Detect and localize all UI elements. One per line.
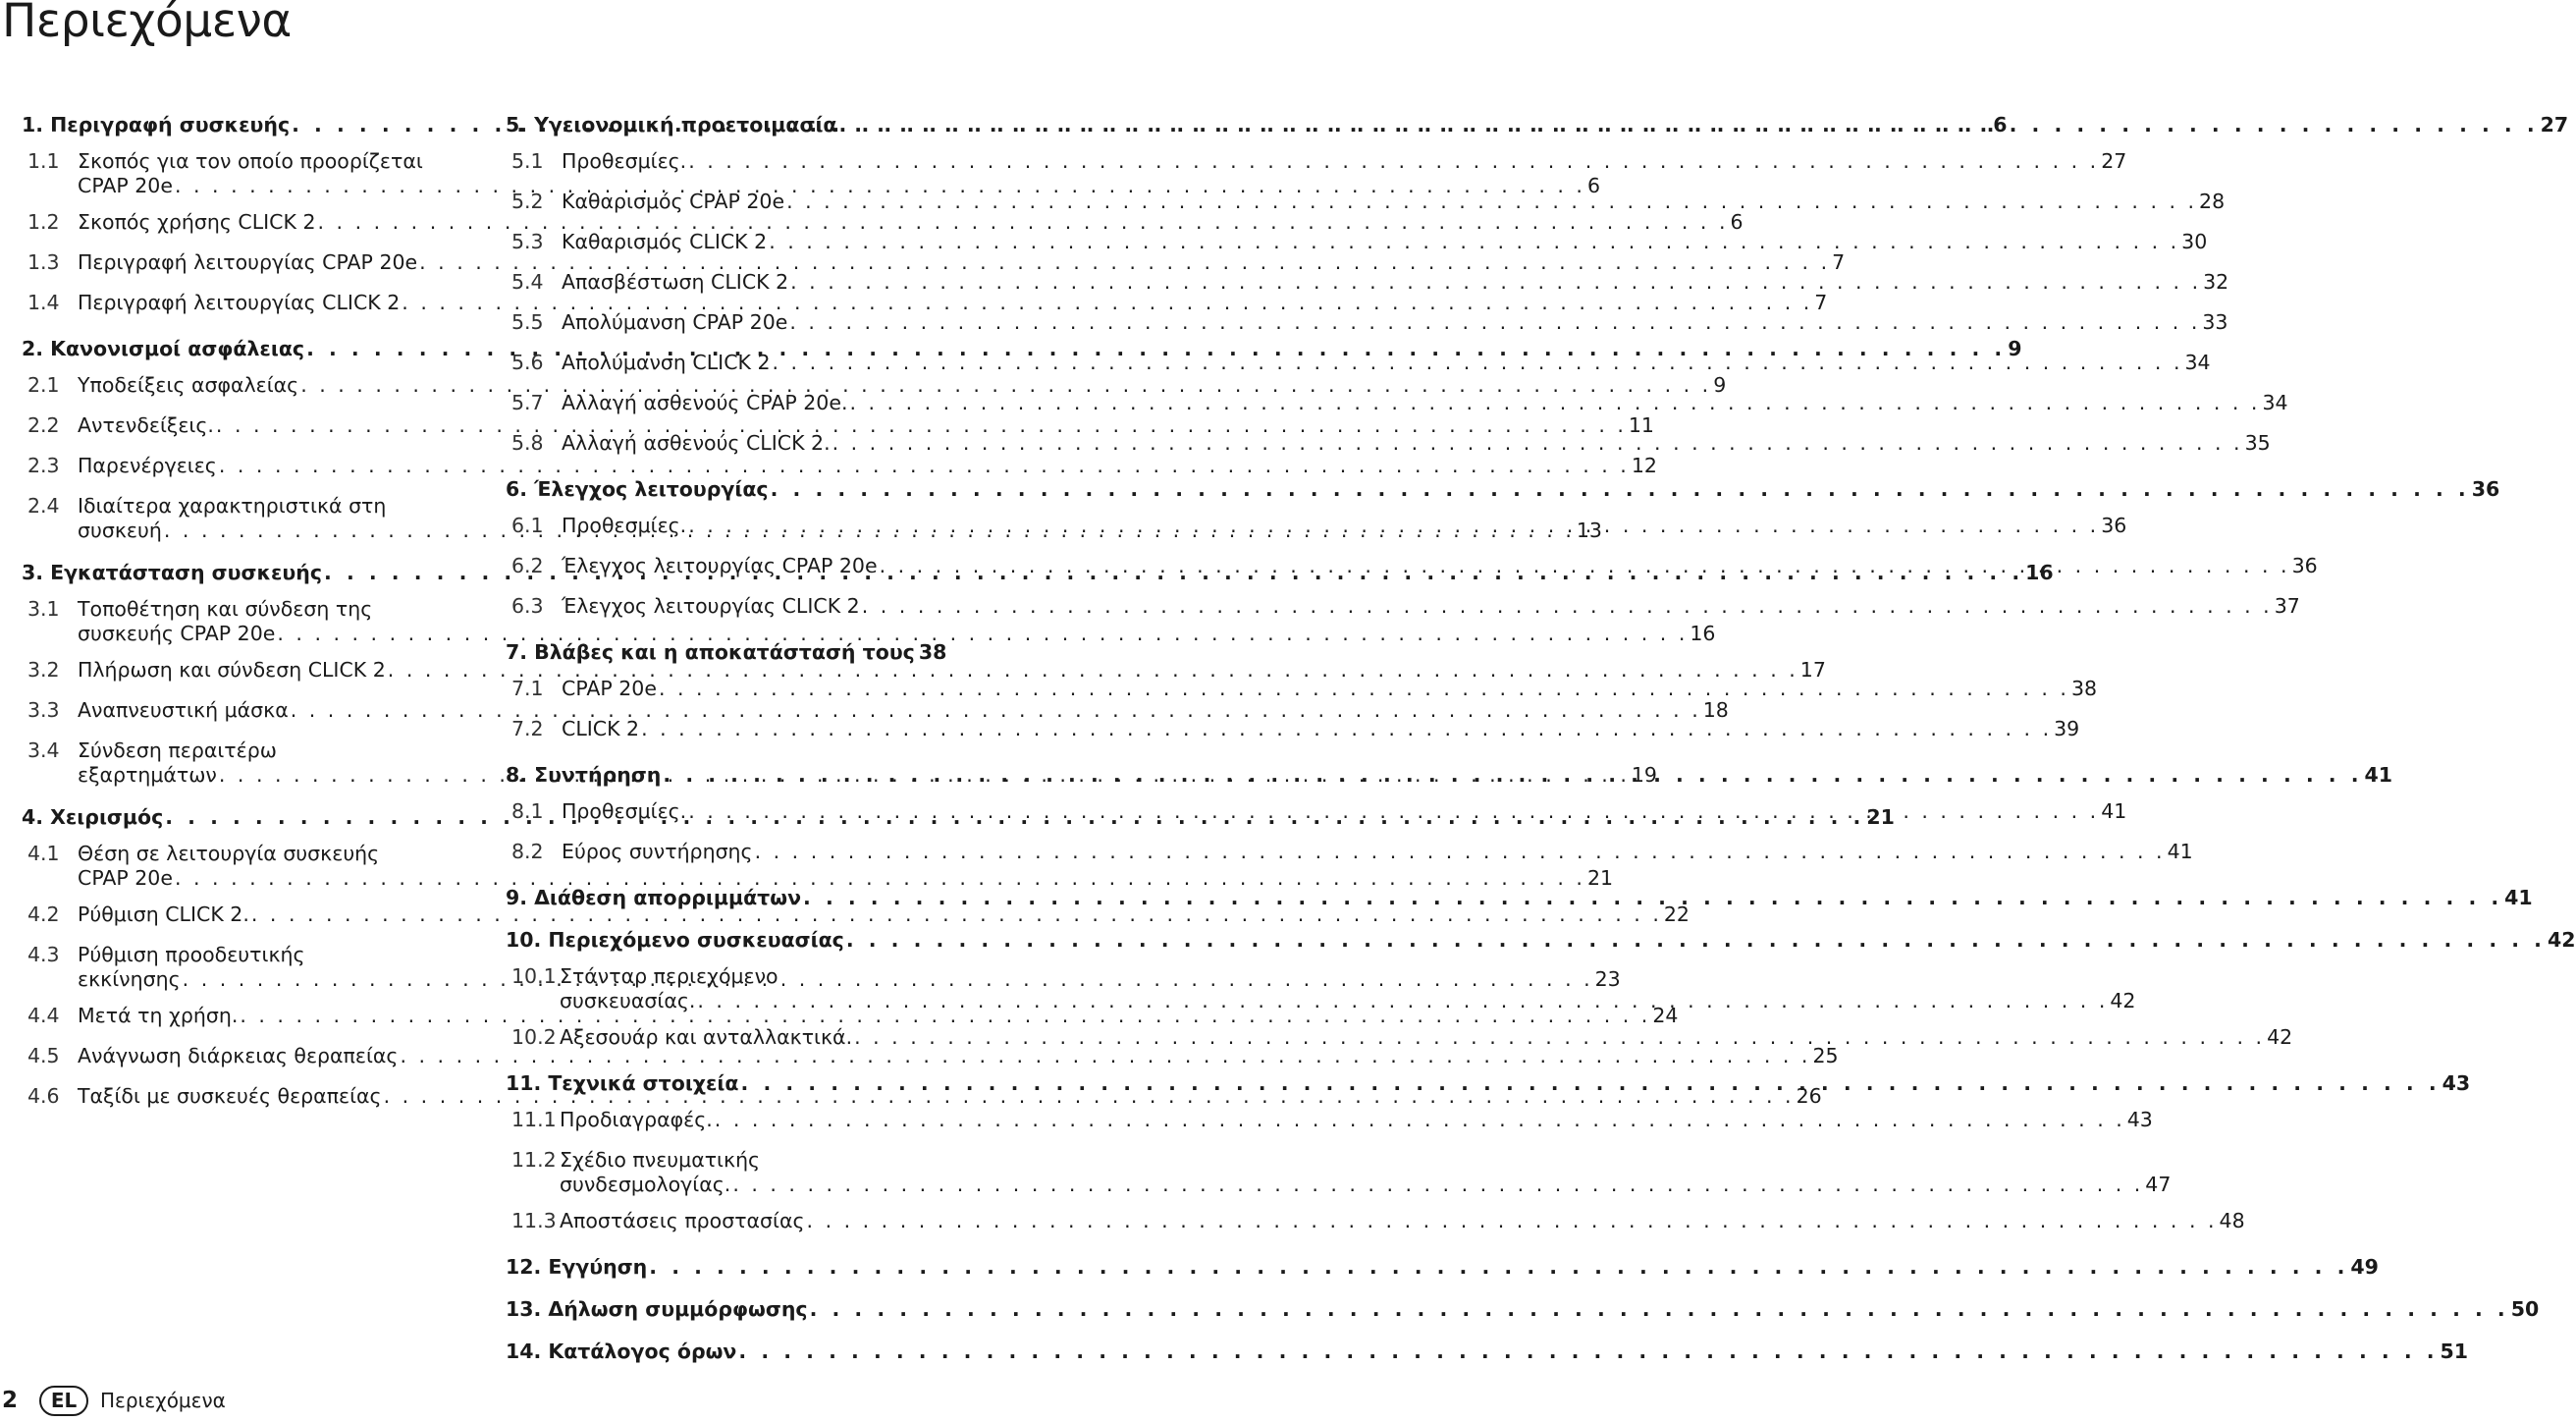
toc-chapter-entry[interactable] xyxy=(506,635,947,669)
dot-leader xyxy=(854,1025,2265,1050)
toc-entry-number: 11. xyxy=(506,1071,542,1095)
toc-chapter-entry[interactable] xyxy=(506,1250,2379,1284)
toc-entry-title: Βλάβες και η αποκατάστασή τους xyxy=(534,640,915,664)
dot-leader xyxy=(807,1209,2218,1233)
toc-page-number: 43 xyxy=(2126,1108,2153,1131)
toc-page-number: 27 xyxy=(2540,113,2569,137)
toc-page-number: 43 xyxy=(2442,1071,2471,1095)
toc-entry-title: Κανονισμοί ασφάλειας xyxy=(50,337,305,360)
dot-leader xyxy=(839,112,2539,137)
toc-entry-number: 6.1 xyxy=(511,514,544,537)
toc-page-number: 9 xyxy=(1713,373,1727,397)
toc-page-number: 36 xyxy=(2101,514,2127,537)
toc-page-number: 50 xyxy=(2510,1297,2540,1321)
dot-leader xyxy=(849,391,2260,415)
dot-leader xyxy=(771,476,2470,502)
toc-entry-number: 1.3 xyxy=(27,250,60,274)
toc-page-number: 35 xyxy=(2244,431,2271,455)
toc-entry-number: 2.3 xyxy=(27,454,60,477)
toc-section-entry[interactable] xyxy=(506,262,2229,302)
dot-leader xyxy=(832,431,2243,456)
toc-entry-title: συσκευασίας. xyxy=(560,989,696,1012)
toc-entry-title: CPAP 20e xyxy=(562,677,657,700)
dot-leader xyxy=(790,270,2201,295)
toc-entry-title: συνδεσμολογίας. xyxy=(560,1173,731,1196)
toc-entry-number: 10.2 xyxy=(511,1025,557,1049)
toc-entry-title: Χειρισμός xyxy=(50,805,164,829)
toc-entry-title: Αλλαγή ασθενούς CLICK 2. xyxy=(562,431,831,455)
toc-entry-number: 10.1 xyxy=(511,964,557,988)
toc-entry-number: 8. xyxy=(506,763,528,787)
toc-entry-number: 10. xyxy=(506,928,542,952)
toc-page-number: 23 xyxy=(1594,967,1621,991)
toc-entry-title: Περιεχόμενο συσκευασίας xyxy=(548,928,844,952)
dot-leader xyxy=(862,594,2273,619)
toc-section-entry[interactable] xyxy=(506,383,2288,423)
toc-page-number: 26 xyxy=(1796,1084,1822,1108)
toc-page-number: 7 xyxy=(1832,250,1846,274)
toc-entry-title: Ανάγνωση διάρκειας θεραπείας xyxy=(78,1044,399,1067)
toc-page-number: 38 xyxy=(2070,677,2098,700)
dot-leader xyxy=(769,230,2179,254)
page-number: 2 xyxy=(2,1388,19,1413)
toc-page-number: 47 xyxy=(2145,1173,2172,1196)
dot-leader xyxy=(789,310,2200,335)
dot-leader xyxy=(688,149,2099,174)
toc-section-entry[interactable] xyxy=(506,1100,2153,1140)
dot-leader xyxy=(755,840,2166,864)
toc-page-number: 21 xyxy=(1586,866,1614,890)
toc-entry-title: Ρύθμιση CLICK 2. xyxy=(78,902,249,926)
toc-entry-title: Προθεσμίες. xyxy=(562,149,687,173)
dot-leader xyxy=(803,885,2502,910)
toc-entry-title: Ταξίδι με συσκευές θεραπείας xyxy=(78,1084,382,1108)
toc-entry-title: εκκίνησης xyxy=(78,967,181,991)
toc-entry-title: συσκευής CPAP 20e xyxy=(78,622,276,645)
toc-entry-title: Αποστάσεις προστασίας xyxy=(560,1209,805,1232)
toc-entry-title: εξαρτημάτων xyxy=(78,763,217,787)
toc-page-number: 28 xyxy=(2199,190,2226,213)
toc-entry-title: Στάνταρ περιεχόμενο xyxy=(560,964,778,988)
toc-entry-number: 2. xyxy=(22,337,44,360)
dot-leader xyxy=(277,622,1688,646)
toc-entry-title: CPAP 20e xyxy=(78,174,173,197)
toc-entry-title: Περιγραφή συσκευής xyxy=(50,113,291,137)
dot-leader xyxy=(688,799,2099,824)
toc-section-entry[interactable] xyxy=(506,586,2300,627)
toc-section-entry[interactable] xyxy=(506,343,2211,383)
dot-leader xyxy=(715,1108,2125,1132)
toc-page-number: 48 xyxy=(2219,1209,2245,1232)
toc-entry-number: 2.1 xyxy=(27,373,60,397)
toc-entry-number: 3. xyxy=(22,561,44,584)
toc-entry-number: 2.2 xyxy=(27,413,60,437)
toc-entry-title: συσκευή xyxy=(78,519,162,542)
toc-entry-number: 5.6 xyxy=(511,351,544,374)
toc-entry-title: Ρύθμιση προοδευτικής xyxy=(78,943,305,966)
toc-entry-title: Κατάλογος όρων xyxy=(548,1340,737,1363)
toc-entry-title: Πλήρωση και σύνδεση CLICK 2 xyxy=(78,658,386,682)
page-footer xyxy=(0,1383,226,1418)
dot-leader xyxy=(846,927,2546,953)
toc-entry-number: 13. xyxy=(506,1297,542,1321)
toc-entry-number: 4.5 xyxy=(27,1044,60,1067)
toc-entry-title: Εγγύηση xyxy=(548,1255,648,1279)
toc-entry-title: Αναπνευστική μάσκα xyxy=(78,698,289,722)
toc-section-entry[interactable] xyxy=(506,222,2208,262)
toc-entry-title: Διάθεση απορριμμάτων xyxy=(534,886,802,909)
toc-entry-title: Περιγραφή λειτουργίας CLICK 2 xyxy=(78,291,401,314)
toc-entry-number: 7. xyxy=(506,640,528,664)
toc-entry-title: Σύνδεση περαιτέρω xyxy=(78,738,277,762)
toc-page-number: 42 xyxy=(2547,928,2576,952)
toc-entry-number: 3.2 xyxy=(27,658,60,682)
toc-page-number: 13 xyxy=(1576,519,1602,542)
toc-entry-title: Θέση σε λειτουργία συσκευής xyxy=(78,842,380,865)
toc-entry-title: Προθεσμίες. xyxy=(562,514,687,537)
toc-entry-number: 4.6 xyxy=(27,1084,60,1108)
toc-page-number: 7 xyxy=(1814,291,1828,314)
toc-page-number: 6 xyxy=(1586,174,1600,197)
toc-entry-number: 4. xyxy=(22,805,44,829)
toc-entry-number: 1.4 xyxy=(27,291,60,314)
toc-page-number: 19 xyxy=(1631,763,1657,787)
toc-page-number: 42 xyxy=(2267,1025,2293,1049)
toc-page-number: 18 xyxy=(1702,698,1729,722)
dot-leader xyxy=(810,1296,2509,1322)
toc-page-number: 16 xyxy=(2025,561,2054,584)
toc-page-number: 24 xyxy=(1652,1004,1679,1027)
toc-entry-number: 7.2 xyxy=(511,717,544,740)
dot-leader xyxy=(649,1254,2348,1280)
toc-page-number: 36 xyxy=(2471,477,2500,501)
toc-entry-title: Σκοπός για τον οποίο προορίζεται xyxy=(78,149,423,173)
toc-entry-title: Αξεσουάρ και ανταλλακτικά. xyxy=(560,1025,853,1049)
toc-entry-title: Υγειονομική προετοιμασία xyxy=(534,113,837,137)
toc-entry-title: Εγκατάσταση συσκευής xyxy=(50,561,323,584)
dot-leader xyxy=(641,717,2052,741)
toc-entry-number: 6.2 xyxy=(511,554,544,577)
toc-page-number: 36 xyxy=(2291,554,2318,577)
dot-leader xyxy=(773,351,2183,375)
toc-page-number: 27 xyxy=(2101,149,2127,173)
toc-section-entry[interactable] xyxy=(506,1201,2245,1241)
toc-page-number: 49 xyxy=(2350,1255,2379,1279)
toc-chapter-entry[interactable] xyxy=(506,1335,2469,1368)
toc-section-entry[interactable] xyxy=(506,1140,2172,1201)
toc-entry-title: Έλεγχος λειτουργίας CLICK 2 xyxy=(562,594,860,618)
toc-entry-title: Καθαρισμός CLICK 2 xyxy=(562,230,768,253)
toc-page-number: 39 xyxy=(2054,717,2080,740)
toc-page-number: 33 xyxy=(2202,310,2228,334)
toc-entry-title: CLICK 2 xyxy=(562,717,640,740)
toc-page-number: 12 xyxy=(1631,454,1657,477)
toc-entry-number: 12. xyxy=(506,1255,542,1279)
toc-entry-title: Αντενδείξεις. xyxy=(78,413,214,437)
toc-entry-title: Περιγραφή λειτουργίας CPAP 20e xyxy=(78,250,418,274)
toc-entry-number: 7.1 xyxy=(511,677,544,700)
toc-entry-number: 8.2 xyxy=(511,840,544,863)
dot-leader xyxy=(738,1339,2438,1364)
toc-page-number: 42 xyxy=(2110,989,2136,1012)
dot-leader xyxy=(880,554,2290,578)
toc-entry-title: Τεχνικά στοιχεία xyxy=(548,1071,739,1095)
toc-entry-number: 11.2 xyxy=(511,1148,557,1172)
toc-section-entry[interactable] xyxy=(22,446,1657,486)
dot-leader xyxy=(663,762,2362,788)
toc-page-number: 22 xyxy=(1663,902,1690,926)
toc-entry-title: Ιδιαίτερα χαρακτηριστικά στη xyxy=(78,494,387,518)
toc-page-number: 34 xyxy=(2262,391,2288,414)
toc-page-number: 11 xyxy=(1628,413,1654,437)
toc-entry-number: 5.4 xyxy=(511,270,544,294)
toc-entry-title: Απασβέστωση CLICK 2 xyxy=(562,270,789,294)
toc-entry-number: 5. xyxy=(506,113,528,137)
toc-entry-number: 4.1 xyxy=(27,842,60,865)
toc-chapter-entry[interactable] xyxy=(506,472,2500,506)
dot-leader xyxy=(741,1070,2441,1096)
toc-entry-title: Καθαρισμός CPAP 20e xyxy=(562,190,785,213)
page-title: Περιεχόμενα xyxy=(2,0,292,48)
footer-section-title: Περιεχόμενα xyxy=(100,1389,226,1412)
dot-leader xyxy=(659,677,2069,701)
toc-page-number: 51 xyxy=(2440,1340,2469,1363)
toc-entry-number: 6. xyxy=(506,477,528,501)
toc-entry-title: CPAP 20e xyxy=(78,866,173,890)
toc-entry-title: Συντήρηση xyxy=(534,763,662,787)
toc-page-number: 17 xyxy=(1799,658,1826,682)
toc-entry-title: Παρενέργειες xyxy=(78,454,217,477)
toc-entry-number: 5.1 xyxy=(511,149,544,173)
toc-entry-number: 5.8 xyxy=(511,431,544,455)
toc-page-number: 6 xyxy=(1730,210,1744,234)
toc-page-number: 9 xyxy=(2008,337,2022,360)
toc-entry-title: Εύρος συντήρησης xyxy=(562,840,753,863)
toc-entry-number: 5.2 xyxy=(511,190,544,213)
toc-entry-title: Έλεγχος λειτουργίας CPAP 20e xyxy=(562,554,878,577)
toc-entry-title: Σκοπός χρήσης CLICK 2 xyxy=(78,210,316,234)
toc-page-number: 32 xyxy=(2203,270,2229,294)
toc-entry-title: Έλεγχος λειτουργίας xyxy=(534,477,769,501)
toc-entry-title: Προδιαγραφές. xyxy=(560,1108,713,1131)
toc-entry-number: 5.5 xyxy=(511,310,544,334)
toc-entry-title: Αλλαγή ασθενούς CPAP 20e. xyxy=(562,391,848,414)
toc-section-entry[interactable] xyxy=(506,832,2193,872)
toc-entry-title: Υποδείξεις ασφαλείας xyxy=(78,373,299,397)
toc-entry-title: Απολύμανση CLICK 2 xyxy=(562,351,771,374)
toc-entry-title: Δήλωση συμμόρφωσης xyxy=(548,1297,808,1321)
toc-entry-number: 6.3 xyxy=(511,594,544,618)
toc-entry-title: Τοποθέτηση και σύνδεση της xyxy=(78,597,373,621)
toc-entry-number: 4.3 xyxy=(27,943,60,966)
toc-entry-number: 3.1 xyxy=(27,597,60,621)
toc-entry-title: Προθεσμίες. xyxy=(562,799,687,823)
toc-page-number: 38 xyxy=(918,640,947,664)
toc-chapter-entry[interactable] xyxy=(506,923,2576,957)
dot-leader xyxy=(732,1173,2143,1197)
toc-entry-number: 5.7 xyxy=(511,391,544,414)
toc-section-entry[interactable] xyxy=(506,302,2228,343)
toc-section-entry[interactable] xyxy=(506,141,2127,182)
toc-page-number: 21 xyxy=(1866,805,1895,829)
toc-entry-title: Σχέδιο πνευματικής xyxy=(560,1148,761,1172)
toc-page-number: 37 xyxy=(2274,594,2300,618)
toc-entry-number: 2.4 xyxy=(27,494,60,518)
toc-entry-number: 1.1 xyxy=(27,149,60,173)
toc-entry-number: 3.4 xyxy=(27,738,60,762)
toc-chapter-entry[interactable] xyxy=(506,1292,2540,1326)
toc-entry-title: Μετά τη χρήση. xyxy=(78,1004,239,1027)
toc-entry-number: 3.3 xyxy=(27,698,60,722)
toc-page-number: 41 xyxy=(2167,840,2193,863)
dot-leader xyxy=(688,514,2099,538)
language-badge: EL xyxy=(39,1386,88,1416)
toc-entry-number: 14. xyxy=(506,1340,542,1363)
toc-entry-number: 8.1 xyxy=(511,799,544,823)
toc-entry-number: 4.2 xyxy=(27,902,60,926)
toc-entry-number: 11.1 xyxy=(511,1108,557,1131)
toc-page-number: 16 xyxy=(1690,622,1716,645)
dot-leader xyxy=(786,190,2197,214)
toc-entry-number: 4.4 xyxy=(27,1004,60,1027)
toc-page-number: 34 xyxy=(2184,351,2211,374)
toc-page-number: 30 xyxy=(2181,230,2208,253)
toc-entry-title: Απολύμανση CPAP 20e xyxy=(562,310,788,334)
toc-section-entry[interactable] xyxy=(506,182,2226,222)
toc-page-number: 41 xyxy=(2364,763,2393,787)
toc-entry-number: 9. xyxy=(506,886,528,909)
dot-leader xyxy=(697,989,2108,1013)
toc-page-number: 6 xyxy=(1993,113,2008,137)
toc-page-number: 25 xyxy=(1812,1044,1839,1067)
toc-chapter-entry[interactable] xyxy=(506,108,2569,141)
toc-page-number: 41 xyxy=(2101,799,2127,823)
toc-entry-number: 1. xyxy=(22,113,44,137)
toc-entry-number: 11.3 xyxy=(511,1209,557,1232)
toc-entry-number: 5.3 xyxy=(511,230,544,253)
toc-page-number: 41 xyxy=(2504,886,2533,909)
toc-entry-number: 1.2 xyxy=(27,210,60,234)
